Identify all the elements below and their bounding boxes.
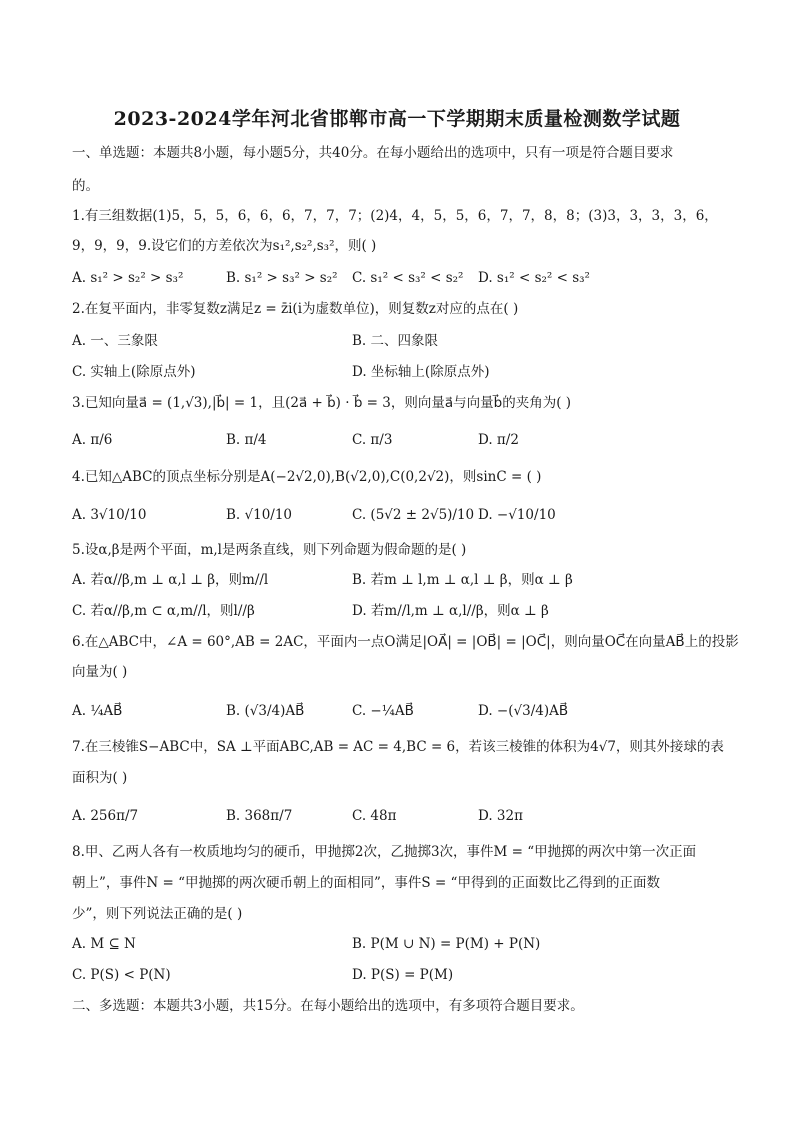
question-7-stem-cont: 面积为( ) [72,770,128,786]
question-3-option-d: D. π/2 [478,432,519,448]
question-5-option-c: C. 若α//β,m ⊂ α,m//l，则l//β [72,603,255,619]
question-8-option-b: B. P(M ∪ N) = P(M) + P(N) [352,936,541,952]
question-2-option-b: B. 二、四象限 [352,333,439,349]
question-4-stem: 4.已知△ABC的顶点坐标分别是A(−2√2,0),B(√2,0),C(0,2√2)，则sinC = ( ) [72,469,542,485]
question-1-option-d: D. s₁² < s₂² < s₃² [478,270,590,286]
question-7-option-a: A. 256π/7 [72,808,139,824]
question-5-option-d: D. 若m//l,m ⊥ α,l//β，则α ⊥ β [352,603,549,619]
question-5-option-b: B. 若m ⊥ l,m ⊥ α,l ⊥ β，则α ⊥ β [352,572,573,588]
question-8-stem-cont-2: 少”，则下列说法正确的是( ) [72,906,243,922]
question-1-option-c: C. s₁² < s₃² < s₂² [352,270,464,286]
question-3-option-b: B. π/4 [226,432,267,448]
question-7-option-d: D. 32π [478,808,523,824]
question-4-option-b: B. √10/10 [226,507,293,523]
question-1-option-a: A. s₁² > s₂² > s₃² [72,270,184,286]
question-3-option-c: C. π/3 [352,432,393,448]
question-1-stem: 1.有三组数据(1)5，5，5，6，6，6，7，7，7；(2)4，4，5，5，6，7，7，8，8；(3)3，3，3，3，6， [72,208,718,224]
question-5-stem: 5.设α,β是两个平面，m,l是两条直线，则下列命题为假命题的是( ) [72,542,467,558]
question-3-stem: 3.已知向量a⃗ = (1,√3),|b⃗| = 1，且(2a⃗ + b⃗) · b⃗ = 3，则向量a⃗与向量b⃗的夹角为( ) [72,395,572,411]
question-3-option-a: A. π/6 [72,432,113,448]
question-8-option-d: D. P(S) = P(M) [352,967,454,983]
question-8-option-a: A. M ⊆ N [72,936,136,952]
section-1-header-cont: 的。 [72,178,99,194]
question-4-option-d: D. −√10/10 [478,507,556,523]
exam-title: 2023-2024学年河北省邯郸市高一下学期期末质量检测数学试题 [113,108,681,130]
question-2-option-a: A. 一、三象限 [72,333,158,349]
question-6-option-c: C. −¼AB⃗ [352,703,414,719]
question-4-option-c: C. (5√2 ± 2√5)/10 [352,507,475,523]
question-1-option-b: B. s₁² > s₃² > s₂² [226,270,338,286]
question-6-stem-cont: 向量为( ) [72,664,128,680]
question-2-stem: 2.在复平面内，非零复数z满足z = z̄i(i为虚数单位)，则复数z对应的点在( ) [72,301,519,317]
question-8-stem-cont-1: 朝上”，事件N = “甲抛掷的两次硬币朝上的面相同”，事件S = “甲得到的正面数比乙得到的正面数 [72,875,660,891]
question-7-option-c: C. 48π [352,808,397,824]
section-2-header: 二、多选题：本题共3小题，共15分。在每小题给出的选项中，有多项符合题目要求。 [72,998,584,1014]
question-6-option-a: A. ¼AB⃗ [72,703,123,719]
question-6-option-b: B. (√3/4)AB⃗ [226,703,305,719]
question-2-option-d: D. 坐标轴上(除原点外) [352,364,490,380]
question-5-option-a: A. 若α//β,m ⊥ α,l ⊥ β，则m//l [72,572,269,588]
question-7-option-b: B. 368π/7 [226,808,293,824]
question-6-stem: 6.在△ABC中，∠A = 60°,AB = 2AC，平面内一点O满足|OA⃗| = |OB⃗| = |OC⃗|，则向量OC⃗在向量AB⃗上的投影 [72,634,739,650]
section-1-header: 一、单选题：本题共8小题，每小题5分，共40分。在每小题给出的选项中，只有一项是符合题目要求 [72,145,674,161]
question-6-option-d: D. −(√3/4)AB⃗ [478,703,569,719]
question-8-stem: 8.甲、乙两人各有一枚质地均匀的硬币，甲抛掷2次，乙抛掷3次，事件M = “甲抛掷的两次中第一次正面 [72,844,697,860]
question-8-option-c: C. P(S) < P(N) [72,967,171,983]
question-4-option-a: A. 3√10/10 [72,507,147,523]
question-2-option-c: C. 实轴上(除原点外) [72,364,196,380]
question-7-stem: 7.在三棱锥S−ABC中，SA ⊥平面ABC,AB = AC = 4,BC = 6，若该三棱锥的体积为4√7，则其外接球的表 [72,739,724,755]
question-1-stem-cont: 9，9，9，9.设它们的方差依次为s₁²,s₂²,s₃²，则( ) [72,238,377,254]
